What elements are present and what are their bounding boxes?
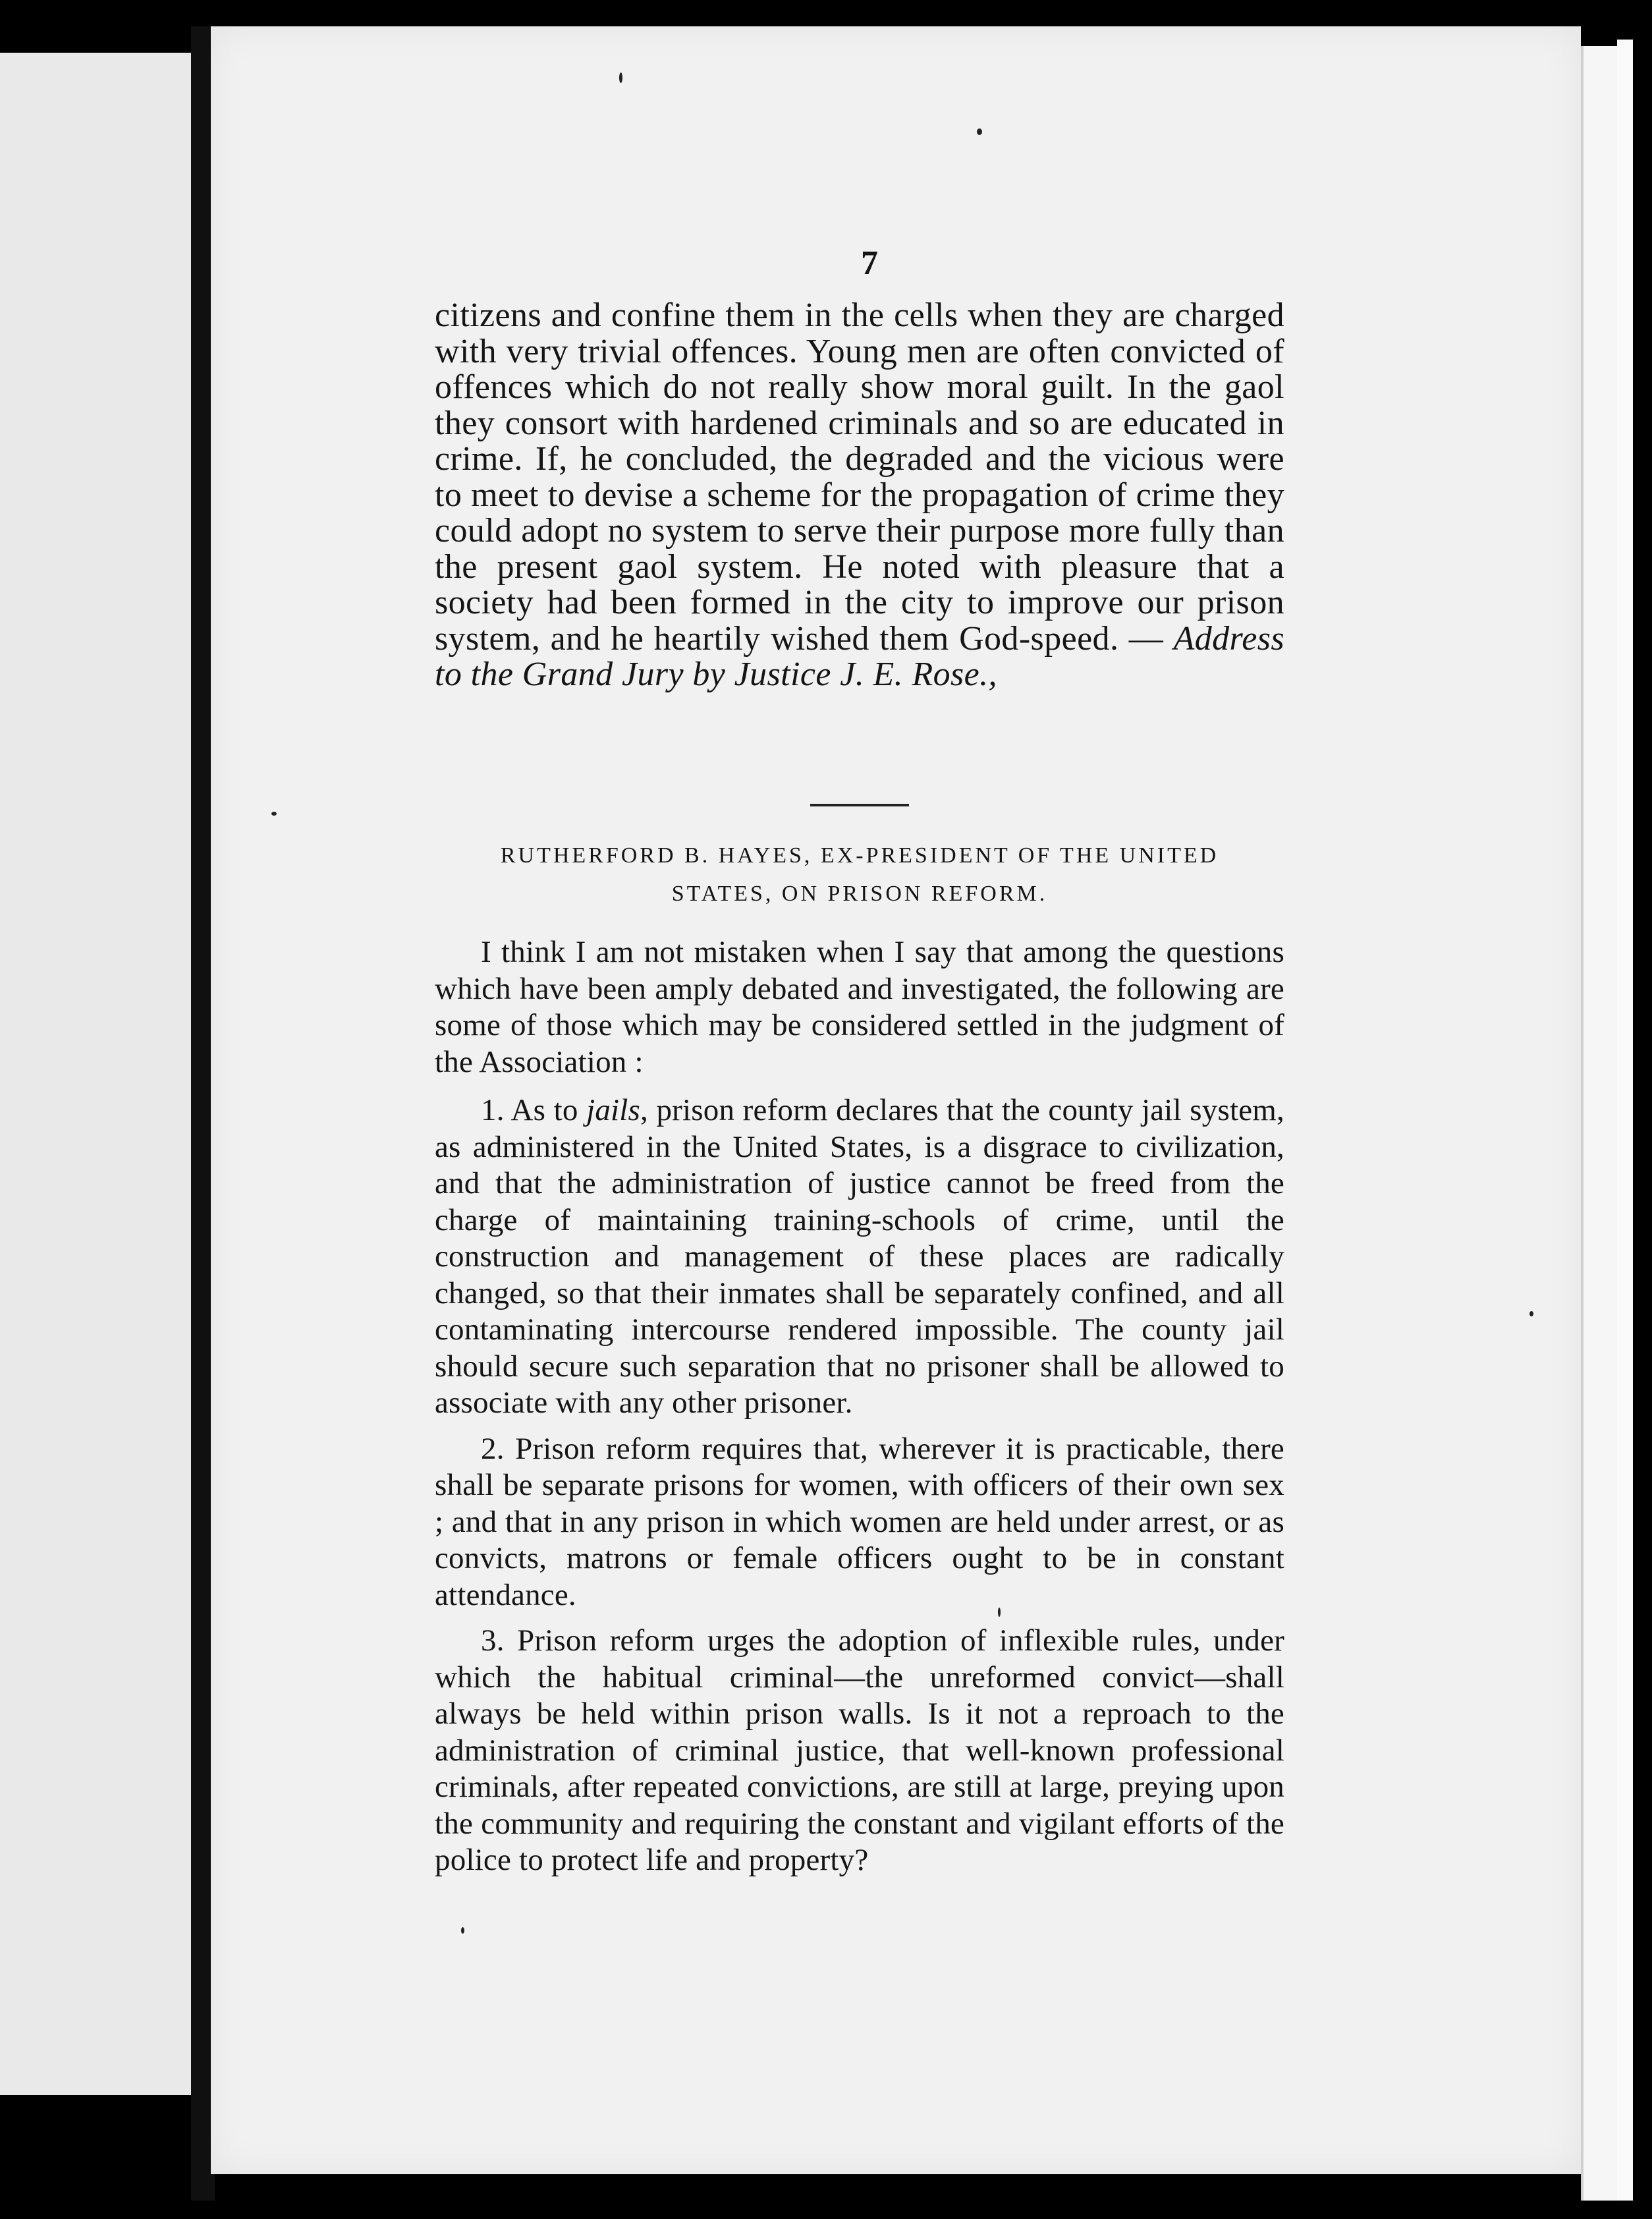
top-paragraph [435,298,1284,693]
dash: — [1128,619,1164,658]
item-3-paragraph: 3. Prison reform urges the adoption of inflexible rules, under which the habitual criminal—the unreformed convict—shall always be held within prison walls. Is it not a reproach to the administration of criminal justice, that well-known professional criminals, after repeated convictions, are still at large, preying upon the community and requiring the constant and vigilant efforts of the police to protect life and property? [435,1623,1284,1877]
scan-speck [271,812,277,816]
section-heading-line-2: STATES, ON PRISON REFORM. [671,882,1048,906]
scan-speck [461,1927,464,1934]
top-paragraph-text: citizens and confine them in the cells when they are charged with very trivial offences. Young men are often convicted of offences which do not really show moral guilt. In the gaol they consort with hardened criminals and so are educated in crime. If, he concluded, the degraded and the vicious were to meet to devise a scheme for the propagation of crime they could adopt no system to serve their purpose more fully than the present gaol system. He noted with pleasure that a society had been formed in the city to improve our prison system, and he heartily wished them God-speed. [435,296,1284,658]
item-1-paragraph [435,1092,1284,1422]
intro-paragraph: I think I am not mistaken when I say that among the questions which have been amply debated and investigated, the following are some of those which may be considered settled in the judgment of the Association : [435,935,1284,1079]
body-text [435,934,1284,1888]
item-1-emphasis: jails [586,1093,641,1127]
item-1-text: , prison reform declares that the county jail system, as administered in the United States, is a disgrace to civilization, and that the administration of justice cannot be freed from the charge of maintaining training-schools of crime, until the construction and management of these places are radically changed, so that their inmates shall be separately confined, and all contaminating intercourse rendered impossible. The county jail should secure such separation that no prisoner shall be allowed to associate with any other prisoner. [435,1093,1285,1420]
item-1-prefix: 1. As to [481,1093,587,1127]
scan-speck [977,128,982,135]
section-heading [435,837,1284,913]
left-page-edge [0,53,191,2095]
section-heading-line-1: RUTHERFORD B. HAYES, EX-PRESIDENT OF THE UNITED [500,843,1219,868]
scan-speck [619,72,622,83]
scan-speck [1529,1311,1533,1316]
page-edge-right [1581,46,1620,2201]
page-number: 7 [861,244,878,282]
section-divider [810,804,909,806]
item-2-paragraph: 2. Prison reform requires that, wherever it is practicable, there shall be separate prisons for women, with officers of their own sex ; and that in any prison in which women are held under arrest, or as convicts, matrons or female officers ought to be in constant attendance. [435,1431,1284,1612]
citation: Address to the Grand Jury by Justice J. E. Rose., [435,619,1285,693]
page-edge-right-outer [1617,40,1633,2201]
